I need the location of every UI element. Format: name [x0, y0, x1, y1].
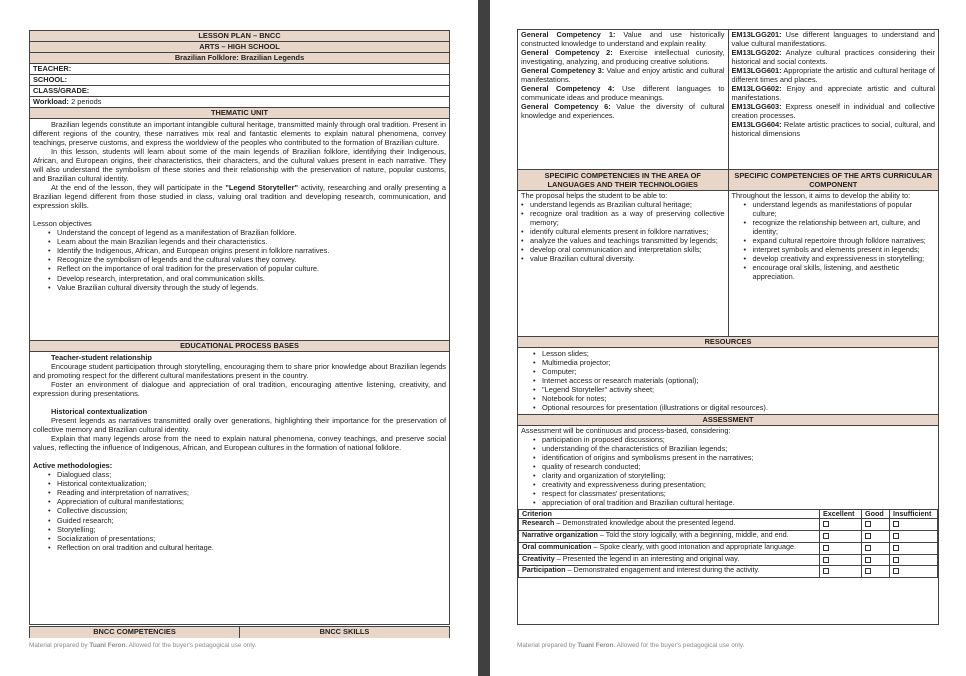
rubric-criterion-header: Criterion [519, 509, 820, 519]
general-competencies-column [518, 30, 729, 169]
languages-item: • develop oral communication and interpretation skills; [518, 245, 725, 254]
rubric-criterion-desc: – Demonstrated knowledge about the presented legend. [554, 518, 736, 528]
methodology-item: • Dialogued class; [33, 470, 446, 479]
rubric-good-cell [862, 542, 890, 554]
methodology-item: • Historical contextualization; [33, 479, 446, 488]
methodology-item: • Reflection on oral tradition and cultural heritage. [33, 543, 446, 552]
objective-item: • Develop research, interpretation, and oral communication skills. [33, 274, 446, 283]
teacher-field [30, 64, 449, 75]
skill-text: Enjoy and appreciate artistic and cultural manifestations. [731, 84, 935, 103]
competency-label: General Competency 3: [521, 66, 605, 76]
methodology-item: • Storytelling; [33, 525, 446, 534]
bncc-skills-column [729, 30, 939, 169]
rubric-criterion-desc: – Told the story logically, with a beginning, middle, and end. [597, 530, 789, 540]
bncc-competencies-header: BNCC COMPETENCIES [30, 627, 240, 638]
skill-text: Relate artistic practices to social, cultural, and historical dimensions [731, 120, 935, 139]
educational-heading: EDUCATIONAL PROCESS BASES [30, 341, 449, 352]
rubric-criterion [519, 566, 820, 578]
lesson-plan-title: LESSON PLAN – BNCC [30, 31, 449, 42]
thematic-unit-body [30, 119, 449, 293]
school-label: SCHOOL: [33, 75, 68, 84]
rubric-criterion [519, 542, 820, 554]
skill-text: Appropriate the artistic and cultural heritage of different times and places. [731, 66, 935, 85]
rubric-criterion-name: Narrative organization [522, 530, 598, 540]
assessment-item: • appreciation of oral tradition and Brazilian cultural heritage. [518, 498, 938, 507]
rubric-good-cell [862, 554, 890, 566]
rubric-criterion-name: Research [522, 518, 555, 528]
excellent-checkbox[interactable] [823, 568, 829, 574]
skill-item [729, 30, 939, 48]
competency-text: Value and use historically constructed knowledge to understand and explain reality. [521, 30, 725, 49]
skill-code: EM13LGG604: [731, 120, 782, 130]
arts-item: • expand cultural repertoire through folklore narratives; [729, 236, 936, 245]
workload-field [30, 97, 449, 108]
resources-heading: RESOURCES [518, 337, 938, 348]
thematic-paragraph: Brazilian legends constitute an important intangible cultural heritage, transmitted mainly through oral tradition. Present in different regions of the country, these narratives mix real and fantastic elements to explain natural phenomena, convey teachings, preserve customs, and express the worldview of the peoples who contributed to the formation of Brazilian culture. [33, 120, 446, 148]
arts-item: • interpret symbols and elements present in legends; [729, 245, 936, 254]
skill-code: EM13LGG601: [731, 66, 782, 76]
rubric-criterion-desc: – Spoke clearly, with good intonation and appropriate language. [591, 541, 796, 551]
skill-text: Express oneself in individual and collective creation processes. [731, 102, 935, 121]
class-grade-label: CLASS/GRADE: [33, 86, 90, 95]
skill-item [729, 84, 939, 102]
teacher-label: TEACHER: [33, 64, 72, 73]
page-gutter [478, 0, 490, 676]
bncc-skills-header: BNCC SKILLS [240, 627, 449, 638]
footer-text: Material prepared by [517, 642, 578, 650]
rubric-insufficient-cell [890, 566, 938, 578]
languages-item: • value Brazilian cultural diversity. [518, 254, 725, 263]
rubric-excellent-cell [820, 519, 862, 531]
objective-item: • Reflect on the importance of oral tradition for the preservation of popular culture. [33, 264, 446, 273]
methodology-item: • Guided research; [33, 516, 446, 525]
resource-item: • Lesson slides; [518, 349, 938, 358]
historical-paragraph: Present legends as narratives transmitted orally over generations, highlighting their importance for the preservation of collective memory and Brazilian cultural identity. [33, 416, 446, 435]
assessment-item: • clarity and organization of storytelling; [518, 471, 938, 480]
skill-code: EM13LGG202: [731, 48, 782, 58]
teacher-student-paragraph: Encourage student participation through storytelling, encouraging them to share prior knowledge about Brazilian legends and promoting respect for the different cultural manifestations present in the country. [33, 362, 446, 381]
rubric-criterion [519, 531, 820, 543]
methodology-item: • Collective discussion; [33, 506, 446, 515]
rubric-row [519, 542, 938, 554]
assessment-item: • identification of origins and symbolisms present in the narratives; [518, 453, 938, 462]
excellent-checkbox[interactable] [823, 533, 829, 539]
specific-competencies-grid [518, 170, 938, 337]
rubric-good-cell [862, 566, 890, 578]
page-left [0, 0, 478, 676]
objective-item: • Recognize the symbolism of legends and the cultural values they convey. [33, 255, 446, 264]
objective-item: • Learn about the main Brazilian legends and their characteristics. [33, 237, 446, 246]
good-checkbox[interactable] [865, 545, 871, 551]
lesson-plan-topic: Brazilian Folklore: Brazilian Legends [30, 53, 449, 64]
resource-item: • Optional resources for presentation (illustrations or digital resources). [518, 403, 938, 412]
methodology-item: • Reading and interpretation of narratives; [33, 488, 446, 497]
methodologies-title: Active methodologies: [33, 461, 113, 471]
rubric-good-cell [862, 531, 890, 543]
rubric-good-header: Good [862, 509, 890, 519]
resources-list [518, 348, 938, 415]
languages-item: • analyze the values and teachings transmitted by legends; [518, 236, 725, 245]
rubric-excellent-cell [820, 566, 862, 578]
skill-code: EM13LGG201: [731, 30, 782, 39]
lesson-plan-frame [29, 30, 450, 346]
competencies-frame [517, 29, 939, 625]
insufficient-checkbox[interactable] [893, 545, 899, 551]
objective-item: • Understand the concept of legend as a manifestation of Brazilian folklore. [33, 228, 446, 237]
activity-text-before: At the end of the lesson, they will participate in the [51, 183, 226, 193]
rubric-row [519, 519, 938, 531]
arts-item: • develop creativity and expressiveness in storytelling; [729, 254, 936, 263]
rubric-table [518, 509, 938, 579]
rubric-insufficient-cell [890, 554, 938, 566]
objectives-list [33, 228, 446, 291]
arts-competencies-column [729, 170, 939, 336]
rubric-excellent-cell [820, 554, 862, 566]
assessment-intro: Assessment will be continuous and process-based, considering: [521, 426, 731, 436]
rubric-criterion [519, 519, 820, 531]
footer-text: . Allowed for the buyer's pedagogical use only. [125, 642, 257, 650]
resource-item: • Computer; [518, 367, 938, 376]
competency-item [518, 48, 728, 66]
languages-intro: The proposal helps the student to be able to: [521, 191, 668, 201]
objective-item: • Value Brazilian cultural diversity through the study of legends. [33, 283, 446, 292]
skill-text: Use different languages to understand and value cultural manifestations. [731, 30, 935, 49]
assessment-item: • understanding of the characteristics of Brazilian legends; [518, 444, 938, 453]
arts-item: • encourage oral skills, listening, and aesthetic appreciation. [729, 263, 936, 281]
arts-competencies-heading: SPECIFIC COMPETENCIES OF THE ARTS CURRICULAR COMPONENT [729, 170, 939, 191]
skill-item [729, 66, 939, 84]
insufficient-checkbox[interactable] [893, 568, 899, 574]
languages-item: • recognize oral tradition as a way of preserving collective memory; [518, 209, 725, 227]
rubric-excellent-cell [820, 542, 862, 554]
rubric-criterion-desc: – Demonstrated engagement and interest during the activity. [565, 565, 760, 575]
competency-label: General Competency 4: [521, 84, 615, 94]
rubric-criterion-name: Creativity [522, 553, 555, 563]
resource-item: • Multimedia projector; [518, 358, 938, 367]
class-grade-field [30, 86, 449, 97]
competency-text: Value the diversity of cultural knowledge and experiences. [521, 102, 725, 121]
skill-text: Analyze cultural practices considering their historical and social contexts. [731, 48, 935, 67]
arts-item: • recognize the relationship between art, culture, and identity; [729, 218, 936, 236]
excellent-checkbox[interactable] [823, 521, 829, 527]
footer-text: . Allowed for the buyer's pedagogical use only. [613, 642, 745, 650]
competency-item [518, 30, 728, 48]
insufficient-checkbox[interactable] [893, 557, 899, 563]
footer-text: Material prepared by [29, 642, 90, 650]
resource-item: • Internet access or research materials (optional); [518, 376, 938, 385]
languages-item: • understand legends as Brazilian cultural heritage; [518, 200, 725, 209]
historical-title: Historical contextualization [51, 407, 148, 417]
arts-intro: Throughout the lesson, it aims to develop the ability to: [731, 191, 911, 201]
good-checkbox[interactable] [865, 533, 871, 539]
insufficient-checkbox[interactable] [893, 533, 899, 539]
assessment-item: • participation in proposed discussions; [518, 435, 938, 444]
footer-author: Tuani Feron [577, 642, 614, 650]
good-checkbox[interactable] [865, 568, 871, 574]
resource-item: • "Legend Storyteller" activity sheet; [518, 385, 938, 394]
competency-label: General Competency 2: [521, 48, 613, 58]
methodology-item: • Appreciation of cultural manifestations; [33, 497, 446, 506]
rubric-row [519, 554, 938, 566]
rubric-criterion-name: Participation [522, 565, 566, 575]
assessment-item: • creativity and expressiveness during presentation; [518, 480, 938, 489]
competency-label: General Competency 6: [521, 102, 611, 112]
rubric-insufficient-header: Insufficient [890, 509, 938, 519]
rubric-insufficient-cell [890, 531, 938, 543]
activity-name: "Legend Storyteller" [225, 183, 298, 193]
rubric-excellent-header: Excellent [820, 509, 862, 519]
footer-right [517, 642, 744, 650]
skill-item [729, 48, 939, 66]
competency-item [518, 84, 728, 102]
footer-author: Tuani Feron [89, 642, 126, 650]
school-field [30, 75, 449, 86]
bncc-headers-row [29, 626, 450, 638]
assessment-list [518, 435, 938, 507]
insufficient-checkbox[interactable] [893, 521, 899, 527]
educational-body [30, 352, 449, 553]
educational-frame [29, 340, 450, 625]
methodologies-list [33, 470, 446, 551]
rubric-row [519, 531, 938, 543]
competency-text: Use different languages to communicate ideas and produce meanings. [521, 84, 725, 103]
resource-item: • Notebook for notes; [518, 394, 938, 403]
languages-item: • identify cultural elements present in folklore narratives; [518, 227, 725, 236]
rubric-criterion [519, 554, 820, 566]
rubric-criterion-name: Oral communication [522, 541, 592, 551]
page-right [490, 0, 966, 676]
rubric-row [519, 566, 938, 578]
competency-item [518, 102, 728, 120]
good-checkbox[interactable] [865, 521, 871, 527]
footer-left [29, 642, 256, 650]
methodology-item: • Socialization of presentations; [33, 534, 446, 543]
skill-code: EM13LGG603: [731, 102, 782, 112]
objective-item: • Identify the Indigenous, African, and European origins present in folklore narratives. [33, 246, 446, 255]
competency-text: Exercise intellectual curiosity, investigating, analyzing, and producing creative solutions. [521, 48, 725, 67]
teacher-student-title: Teacher-student relationship [51, 353, 152, 362]
activity-text-after: activity, researching and orally presenting a Brazilian legend different from those studied in class, valuing oral tradition and developing research, communication, and expression skills. [33, 183, 446, 211]
historical-paragraph: Explain that many legends arose from the need to explain natural phenomena, convey teachings, and preserve social values, reflecting the influence of Indigenous, African, and European cultures in the formation of national folklore. [33, 434, 446, 453]
general-competencies-grid [518, 30, 938, 170]
arts-list [729, 200, 939, 281]
good-checkbox[interactable] [865, 557, 871, 563]
thematic-unit-heading: THEMATIC UNIT [30, 108, 449, 119]
thematic-paragraph: In this lesson, students will learn about some of the main legends of Brazilian folklore, identifying their Indigenous, African, and European origins, their characteristics, their characters, and the cultural values present in each narrative. They will also understand the symbolism of these stories and their relationship with the preservation of nature, popular customs, and Brazilian cultural identity. [33, 147, 446, 184]
rubric-criterion-desc: – Presented the legend in an interesting and original way. [554, 553, 740, 563]
rubric-insufficient-cell [890, 519, 938, 531]
competency-label: General Competency 1: [521, 30, 616, 39]
workload-value: 2 periods [71, 97, 102, 106]
skill-item [729, 120, 939, 138]
lesson-plan-subtitle: ARTS – HIGH SCHOOL [30, 42, 449, 53]
workload-label: Workload: [33, 97, 69, 106]
teacher-student-paragraph: Foster an environment of dialogue and appreciation of oral tradition, encouraging attentive listening, creativity, and expression during presentations. [33, 380, 446, 399]
skill-code: EM13LGG602: [731, 84, 782, 94]
assessment-item: • respect for classmates' presentations; [518, 489, 938, 498]
competency-item [518, 66, 728, 84]
languages-competencies-column [518, 170, 729, 336]
excellent-checkbox[interactable] [823, 557, 829, 563]
competency-text: Value and enjoy artistic and cultural manifestations. [521, 66, 725, 85]
rubric-good-cell [862, 519, 890, 531]
thematic-paragraph [33, 183, 446, 210]
rubric-insufficient-cell [890, 542, 938, 554]
assessment-item: • quality of research conducted; [518, 462, 938, 471]
languages-list [518, 200, 728, 263]
assessment-heading: ASSESSMENT [518, 415, 938, 426]
excellent-checkbox[interactable] [823, 545, 829, 551]
rubric-excellent-cell [820, 531, 862, 543]
objectives-label: Lesson objectives [33, 219, 92, 229]
languages-competencies-heading: SPECIFIC COMPETENCIES IN THE AREA OF LANGUAGES AND THEIR TECHNOLOGIES [518, 170, 728, 191]
arts-item: • understand legends as manifestations of popular culture; [729, 200, 936, 218]
skill-item [729, 102, 939, 120]
